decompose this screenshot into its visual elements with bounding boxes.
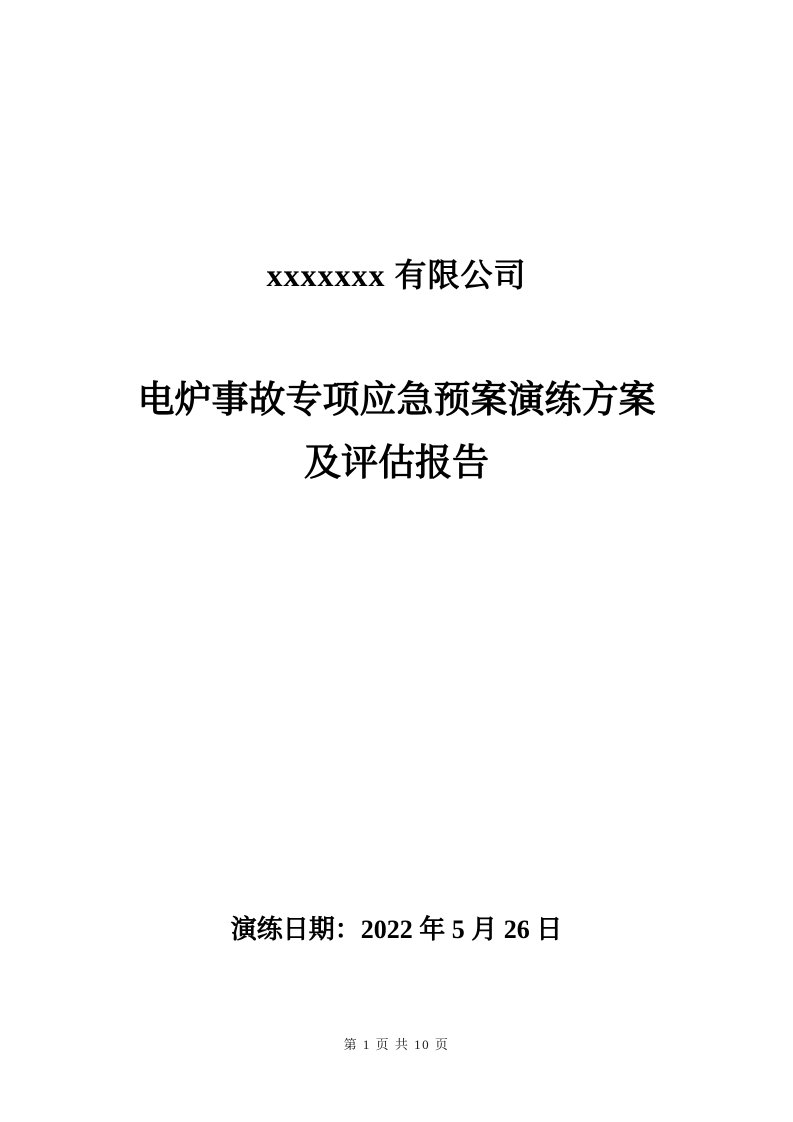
drill-date-line: 演练日期：2022 年 5 月 26 日 [230,915,563,944]
company-name: xxxxxxx 有限公司 [266,257,527,293]
page-number-footer: 第 1 页 共 10 页 [343,1037,450,1052]
document-title-line1: 电炉事故专项应急预案演练方案 [137,380,656,421]
document-title-line2: 及评估报告 [304,443,489,484]
